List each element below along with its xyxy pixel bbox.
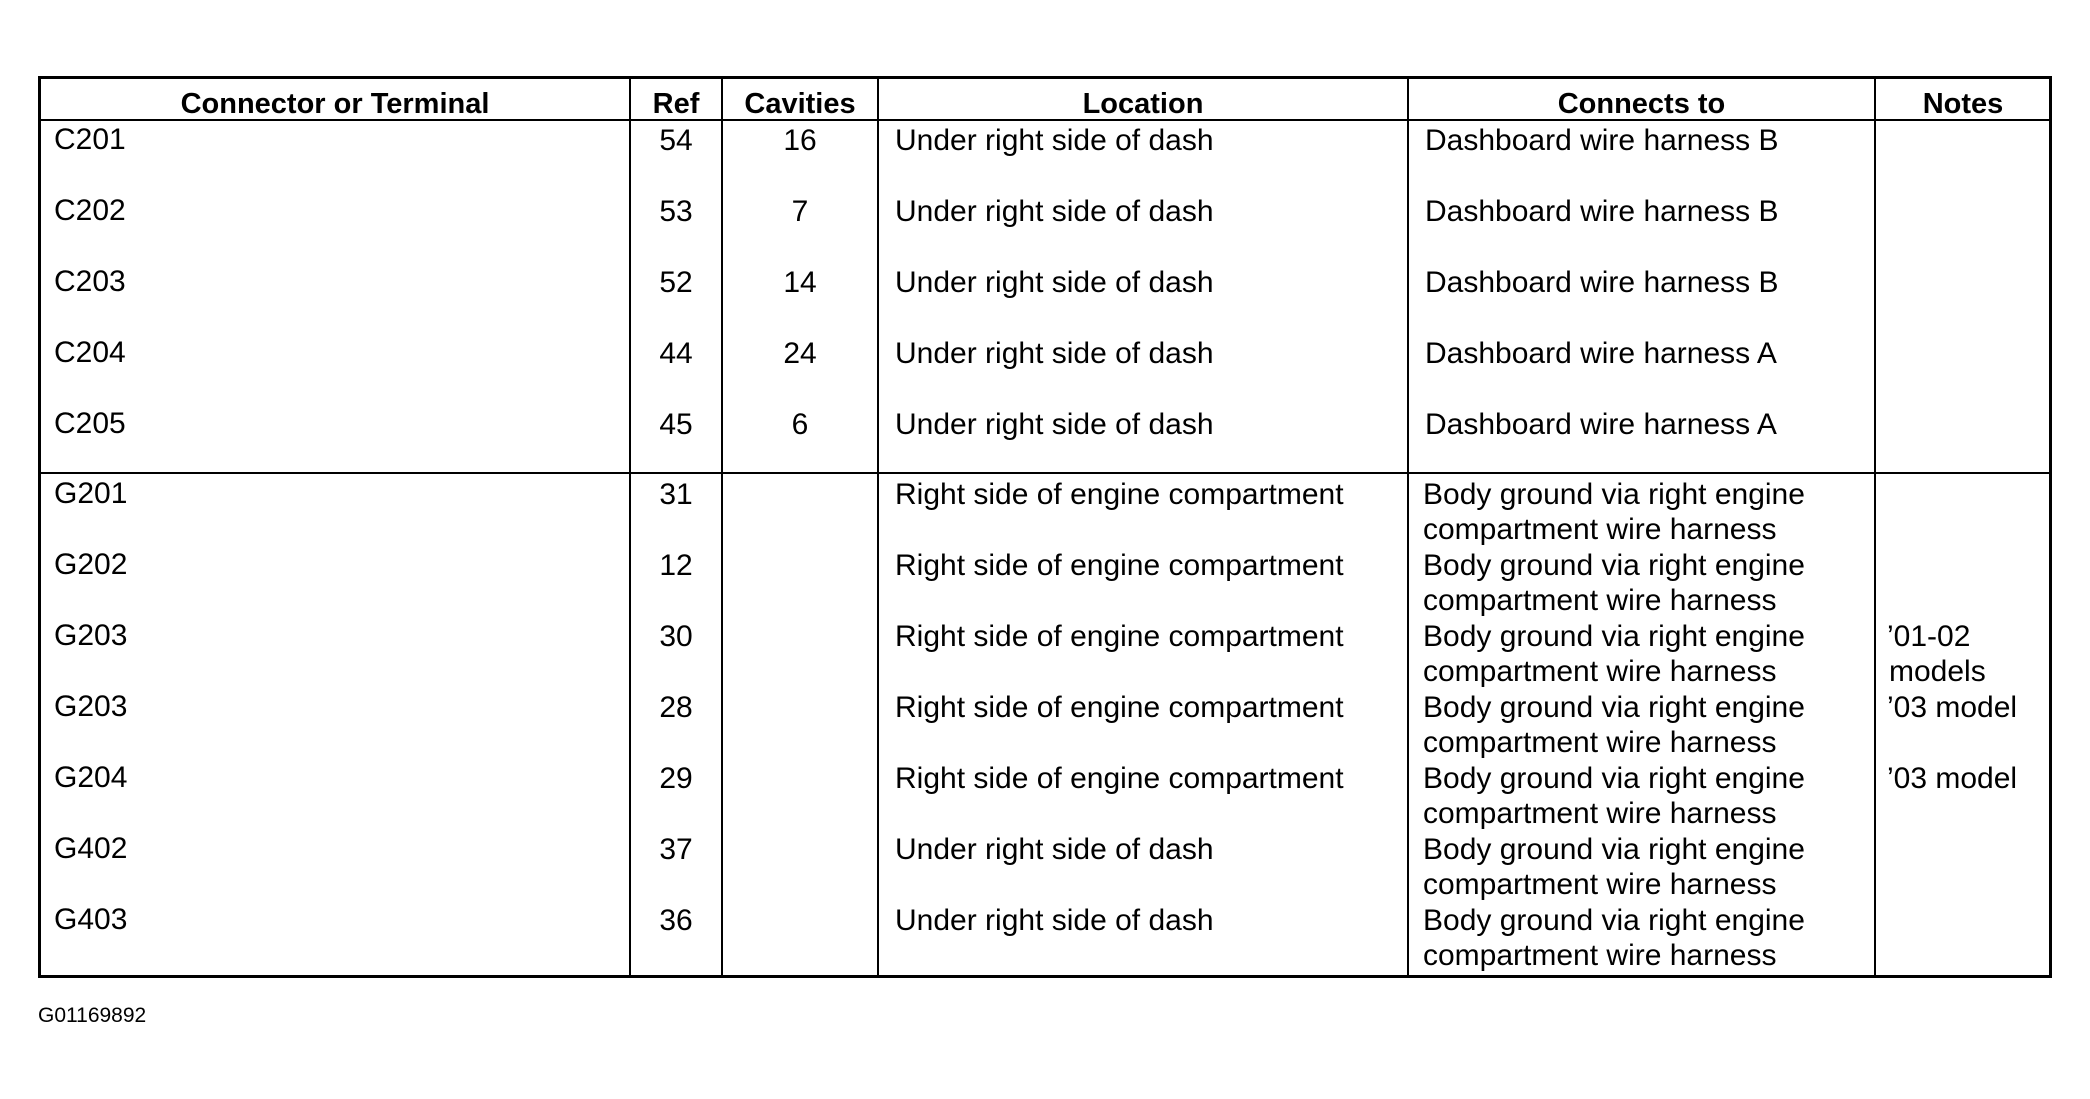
- ref-cell: 54: [659, 124, 693, 157]
- ref-cell: 30: [659, 620, 693, 653]
- connector-cell: G203: [54, 690, 128, 723]
- connector-cell: G403: [54, 903, 128, 936]
- connects-to-cell: Body ground via right engine: [1423, 762, 1805, 795]
- connects-to-cell: Body ground via right engine: [1423, 478, 1805, 511]
- ref-cell: 31: [659, 478, 693, 511]
- connector-cell: C205: [54, 407, 126, 440]
- location-cell: Under right side of dash: [895, 833, 1214, 866]
- ref-cell: 28: [659, 691, 693, 724]
- location-cell: Under right side of dash: [895, 124, 1214, 157]
- connects-to-cell: Body ground via right engine: [1423, 620, 1805, 653]
- connector-cell: G203: [54, 619, 128, 652]
- location-cell: Under right side of dash: [895, 195, 1214, 228]
- column-divider: [1874, 76, 1876, 978]
- connector-cell: G402: [54, 832, 128, 865]
- cavities-cell: 14: [783, 266, 817, 299]
- connects-to-cell-line2: compartment wire harness: [1423, 655, 1777, 688]
- cavities-cell: 7: [791, 195, 809, 228]
- ref-cell: 29: [659, 762, 693, 795]
- connects-to-cell-line2: compartment wire harness: [1423, 939, 1777, 972]
- connects-to-cell-line2: compartment wire harness: [1423, 797, 1777, 830]
- connects-to-cell: Dashboard wire harness B: [1425, 266, 1779, 299]
- connector-cell: C204: [54, 336, 126, 369]
- column-divider: [877, 76, 879, 978]
- location-cell: Right side of engine compartment: [895, 620, 1344, 653]
- header-ref: Ref: [652, 88, 700, 120]
- connector-cell: G202: [54, 548, 128, 581]
- ref-cell: 53: [659, 195, 693, 228]
- connects-to-cell: Body ground via right engine: [1423, 833, 1805, 866]
- figure-id: G01169892: [38, 1004, 147, 1027]
- connects-to-cell: Dashboard wire harness B: [1425, 124, 1779, 157]
- connects-to-cell-line2: compartment wire harness: [1423, 868, 1777, 901]
- connects-to-cell: Body ground via right engine: [1423, 691, 1805, 724]
- column-divider: [1407, 76, 1409, 978]
- connects-to-cell: Dashboard wire harness A: [1425, 408, 1777, 441]
- header-cavities: Cavities: [744, 88, 856, 120]
- header-connector: Connector or Terminal: [180, 88, 490, 120]
- ref-cell: 45: [659, 408, 693, 441]
- ref-cell: 36: [659, 904, 693, 937]
- location-cell: Under right side of dash: [895, 408, 1214, 441]
- location-cell: Right side of engine compartment: [895, 478, 1344, 511]
- connects-to-cell-line2: compartment wire harness: [1423, 726, 1777, 759]
- notes-cell: ’03 model: [1887, 691, 2018, 724]
- connector-cell: G201: [54, 477, 128, 510]
- connects-to-cell: Body ground via right engine: [1423, 904, 1805, 937]
- connector-cell: C203: [54, 265, 126, 298]
- header-connects-to: Connects to: [1557, 88, 1726, 120]
- connector-cell: G204: [54, 761, 128, 794]
- notes-cell: ’03 model: [1887, 762, 2018, 795]
- location-cell: Right side of engine compartment: [895, 549, 1344, 582]
- notes-cell-line2: models: [1889, 655, 1986, 688]
- ref-cell: 12: [659, 549, 693, 582]
- section-divider: [38, 472, 2052, 474]
- connects-to-cell: Body ground via right engine: [1423, 549, 1805, 582]
- location-cell: Right side of engine compartment: [895, 762, 1344, 795]
- notes-cell: ’01-02: [1887, 620, 1971, 653]
- header-location: Location: [1082, 88, 1204, 120]
- cavities-cell: 6: [791, 408, 809, 441]
- cavities-cell: 16: [783, 124, 817, 157]
- ref-cell: 37: [659, 833, 693, 866]
- connects-to-cell-line2: compartment wire harness: [1423, 513, 1777, 546]
- connects-to-cell: Dashboard wire harness B: [1425, 195, 1779, 228]
- ref-cell: 44: [659, 337, 693, 370]
- connects-to-cell-line2: compartment wire harness: [1423, 584, 1777, 617]
- connector-cell: C202: [54, 194, 126, 227]
- cavities-cell: 24: [783, 337, 817, 370]
- location-cell: Under right side of dash: [895, 266, 1214, 299]
- ref-cell: 52: [659, 266, 693, 299]
- location-cell: Under right side of dash: [895, 337, 1214, 370]
- header-notes: Notes: [1922, 88, 2004, 120]
- location-cell: Right side of engine compartment: [895, 691, 1344, 724]
- location-cell: Under right side of dash: [895, 904, 1214, 937]
- connector-cell: C201: [54, 123, 126, 156]
- connects-to-cell: Dashboard wire harness A: [1425, 337, 1777, 370]
